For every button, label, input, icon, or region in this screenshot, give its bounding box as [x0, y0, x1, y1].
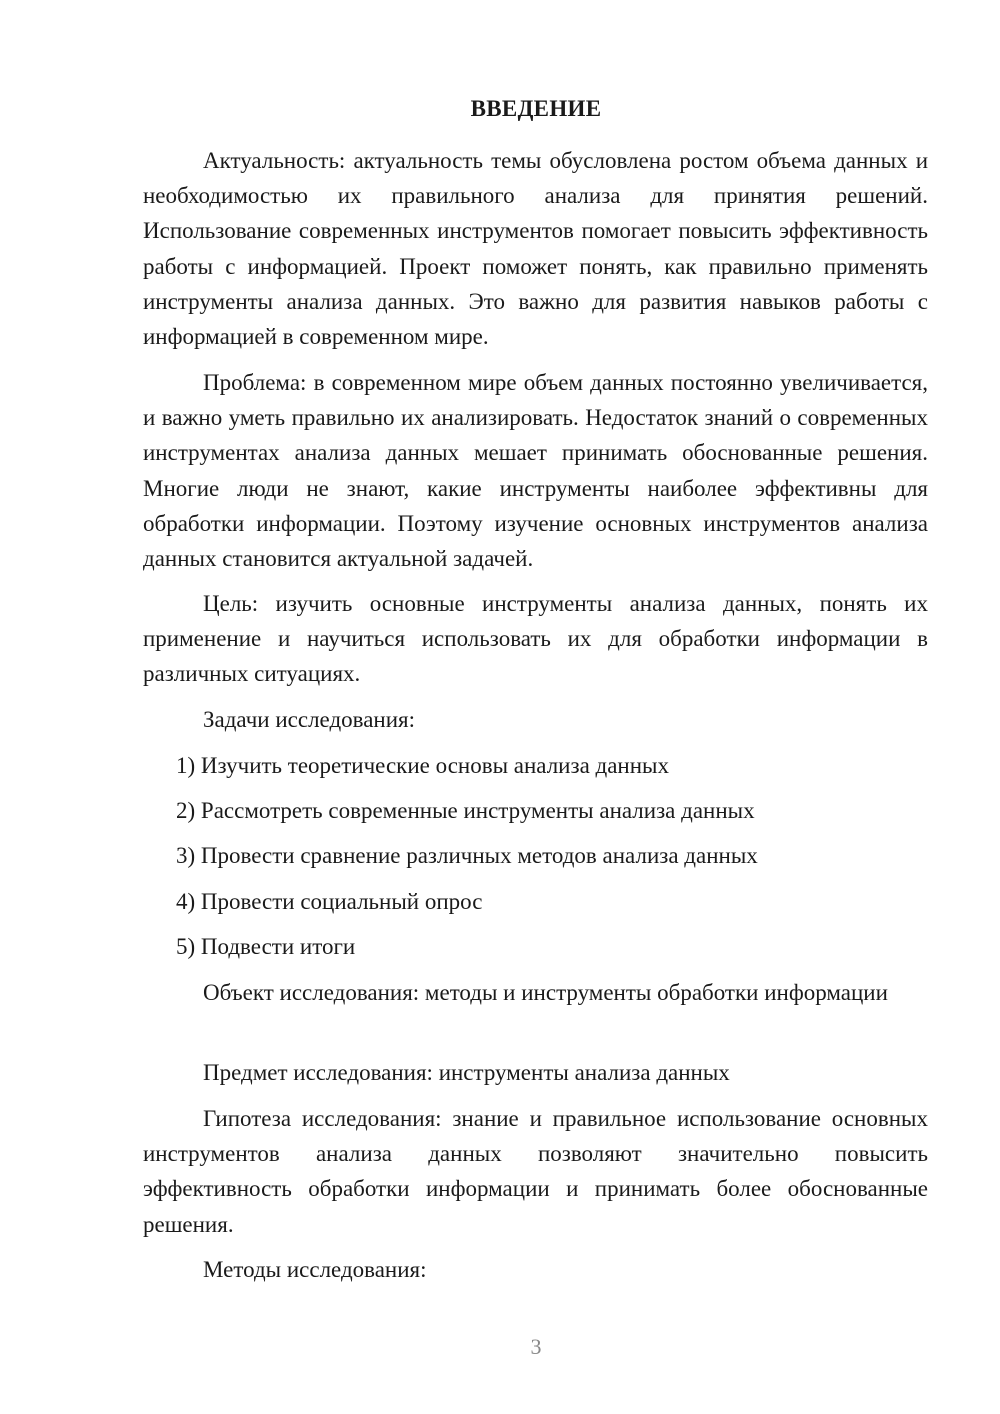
task-item: 4) Провести социальный опрос — [176, 889, 483, 914]
subject-paragraph: Предмет исследования: инструменты анализа данных — [203, 1060, 730, 1085]
task-item: 5) Подвести итоги — [176, 934, 356, 959]
task-item: 1) Изучить теоретические основы анализа данных — [176, 753, 670, 778]
goal-paragraph: Цель: изучить основные инструменты анализа данных, понять их применение и научиться использовать их для обработки информации в различных ситуациях. — [143, 591, 928, 687]
task-item: 3) Провести сравнение различных методов анализа данных — [176, 843, 758, 868]
object-paragraph: Объект исследования: методы и инструменты обработки информации — [203, 980, 888, 1005]
hypothesis-paragraph: Гипотеза исследования: знание и правильное использование основных инструментов анализа данных позволяют значительно повысить эффективность обработки информации и принимать более обоснованные решения. — [143, 1106, 928, 1237]
section-heading: ВВЕДЕНИЕ — [470, 96, 602, 121]
page-number: 3 — [530, 1334, 542, 1359]
methods-title: Методы исследования: — [203, 1257, 427, 1282]
relevance-paragraph: Актуальность: актуальность темы обусловлена ростом объема данных и необходимостью их правильного анализа для принятия решений. Использование современных инструментов помогает повысить эффективность работы с информацией. Проект поможет понять, как правильно применять инструменты анализа данных. Это важно для развития навыков работы с информацией в современном мире. — [143, 148, 928, 350]
task-item: 2) Рассмотреть современные инструменты анализа данных — [176, 798, 755, 823]
tasks-title: Задачи исследования: — [203, 707, 416, 732]
problem-paragraph: Проблема: в современном мире объем данных постоянно увеличивается, и важно уметь правильно их анализировать. Недостаток знаний о современных инструментах анализа данных мешает принимать обоснованные решения. Многие люди не знают, какие инструменты наиболее эффективны для обработки информации. Поэтому изучение основных инструментов анализа данных становится актуальной задачей. — [143, 370, 928, 572]
